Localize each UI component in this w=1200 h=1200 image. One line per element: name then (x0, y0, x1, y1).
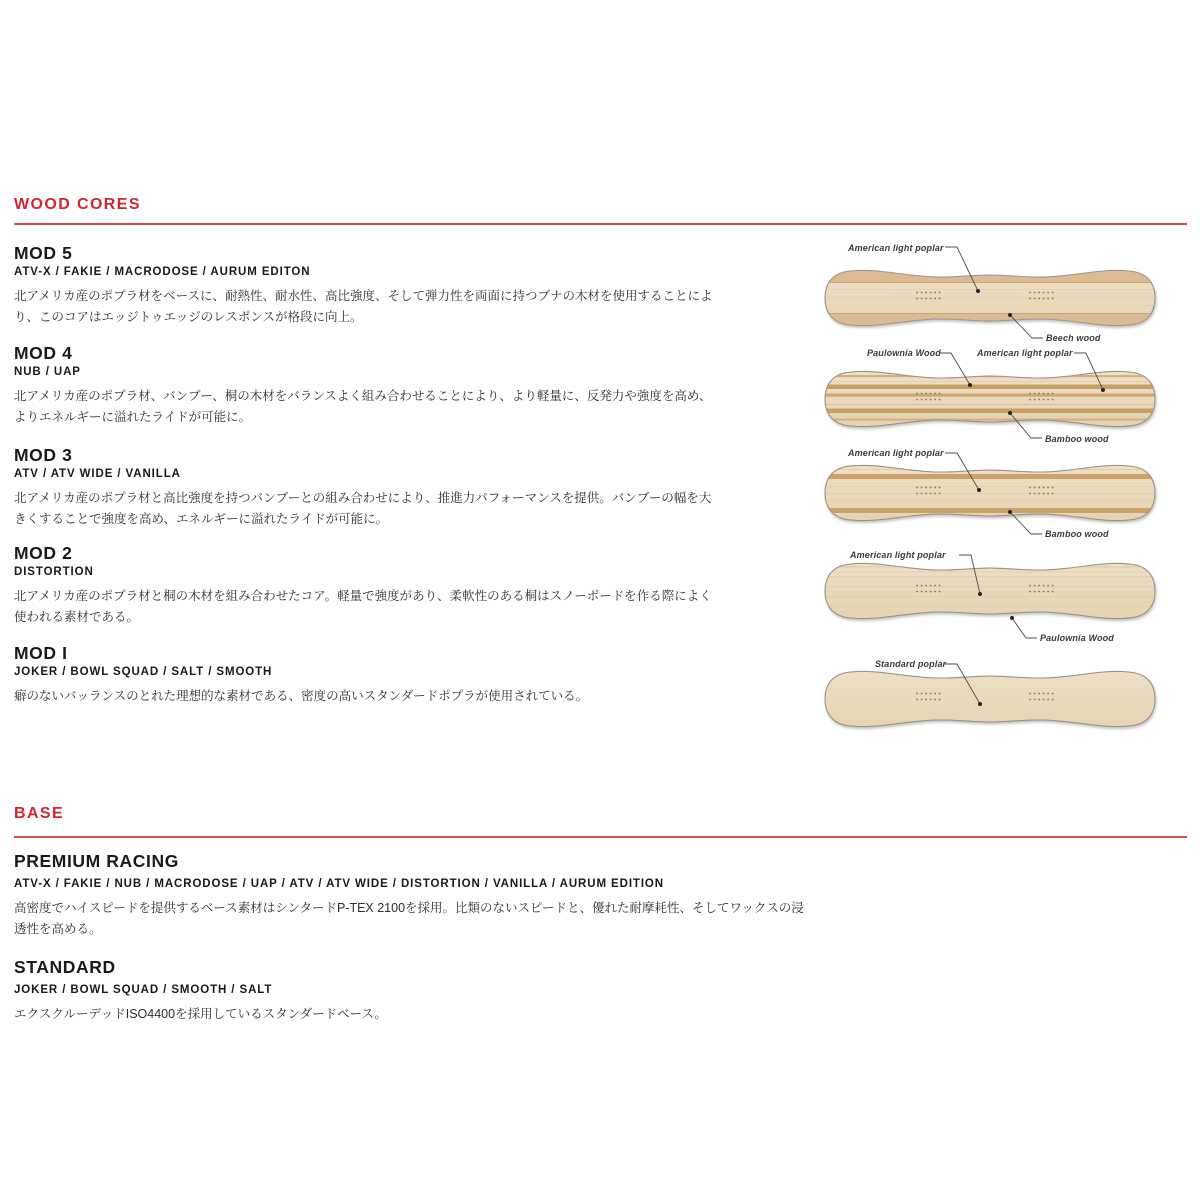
label-paulownia-wood: Paulownia Wood (1040, 633, 1114, 643)
leader-dot (977, 488, 981, 492)
mod3-title: MOD 3 (14, 445, 73, 465)
leader-line (1012, 618, 1037, 638)
standard-base-models: JOKER / BOWL SQUAD / SMOOTH / SALT (14, 984, 273, 996)
mod3-models: ATV / ATV WIDE / VANILLA (14, 468, 181, 480)
section-title-wood-cores: WOOD CORES (14, 196, 141, 213)
board-body (825, 563, 1155, 618)
mod5-core-figure (805, 237, 1175, 351)
mod4-core-figure (805, 345, 1175, 459)
standard-base-description: エクスクルーデッドISO4400を採用しているスタンダードベース。 (14, 1007, 387, 1021)
mod4-models: NUB / UAP (14, 366, 81, 378)
mod3-core-figure (805, 448, 1175, 562)
leader-dot (968, 383, 972, 387)
leader-dot (1101, 388, 1105, 392)
label-american-light-poplar: American light poplar (848, 448, 944, 458)
mod3-core-illustration (805, 448, 1175, 562)
mod5-description: 北アメリカ産のポプラ材をベースに、耐熱性、耐水性、高比強度、そして弾力性を両面に持つブナの木材を使用することにより、このコアはエッジトゥエッジのレスポンスが格段に向上。 (14, 289, 713, 324)
mod1-models: JOKER / BOWL SQUAD / SALT / SMOOTH (14, 666, 273, 678)
label-paulownia-wood: Paulownia Wood (867, 348, 941, 358)
leader-dot (1010, 616, 1014, 620)
mod1-title: MOD I (14, 643, 68, 663)
label-beech-wood: Beech wood (1046, 333, 1101, 343)
label-american-light-poplar: American light poplar (977, 348, 1073, 358)
standard-base-block (14, 958, 804, 1025)
mod5-title: MOD 5 (14, 243, 73, 263)
board-body (825, 371, 1155, 426)
mod2-models: DISTORTION (14, 566, 94, 578)
mod5-models: ATV-X / FAKIE / MACRODOSE / AURUM EDITON (14, 266, 311, 278)
mod1-block (14, 644, 714, 707)
board-body (825, 671, 1155, 726)
mod2-description: 北アメリカ産のポプラ材と桐の木材を組み合わせたコア。軽量で強度があり、柔軟性のある桐はスノーボードを作る際によく使われる素材である。 (14, 589, 712, 624)
premium-racing-block (14, 852, 804, 940)
leader-dot (1008, 313, 1012, 317)
label-bamboo-wood: Bamboo wood (1045, 529, 1109, 539)
mod4-core-illustration (805, 345, 1175, 459)
label-bamboo-wood: Bamboo wood (1045, 434, 1109, 444)
mod5-core-illustration (805, 237, 1175, 351)
section-title-base: BASE (14, 805, 65, 822)
mod1-core-figure (805, 650, 1175, 764)
label-american-light-poplar: American light poplar (848, 243, 944, 253)
label-standard-poplar: Standard poplar (875, 659, 947, 669)
mod2-title: MOD 2 (14, 543, 73, 563)
leader-dot (978, 702, 982, 706)
mod3-description: 北アメリカ産のポプラ材と高比強度を持つバンブーとの組み合わせにより、推進力パフォーマンスを提供。バンブーの幅を大きくすることで強度を高め、エネルギーに溢れたライドが可能に。 (14, 491, 712, 526)
mod2-core-figure (805, 548, 1175, 662)
premium-racing-title: PREMIUM RACING (14, 851, 179, 871)
mod4-title: MOD 4 (14, 343, 73, 363)
standard-base-title: STANDARD (14, 957, 116, 977)
mod1-core-illustration (805, 650, 1175, 764)
mod4-block (14, 344, 714, 428)
mod4-description: 北アメリカ産のポプラ材、バンブー、桐の木材をバランスよく組み合わせることにより、より軽量に、反発力や強度を高め、よりエネルギーに溢れたライドが可能に。 (14, 389, 712, 424)
mod2-block (14, 544, 714, 628)
mod3-block (14, 446, 714, 530)
board-body (825, 465, 1155, 520)
mod1-description: 癖のないバッランスのとれた理想的な素材である、密度の高いスタンダードポプラが使用されている。 (14, 689, 589, 703)
board-body (825, 270, 1155, 326)
section-divider-base (14, 836, 1187, 838)
premium-racing-description: 高密度でハイスピードを提供するベース素材はシンタードP-TEX 2100を採用。比類のないスピードと、優れた耐摩耗性、そしてワックスの浸透性を高める。 (14, 901, 804, 936)
mod2-core-illustration (805, 548, 1175, 662)
mod5-block (14, 244, 714, 328)
leader-dot (1008, 510, 1012, 514)
leader-dot (978, 592, 982, 596)
leader-dot (1008, 411, 1012, 415)
leader-dot (976, 289, 980, 293)
section-divider-wood-cores (14, 223, 1187, 225)
label-american-light-poplar: American light poplar (850, 550, 946, 560)
premium-racing-models: ATV-X / FAKIE / NUB / MACRODOSE / UAP / ATV / ATV WIDE / DISTORTION / VANILLA / AURUM EDITION (14, 878, 664, 890)
